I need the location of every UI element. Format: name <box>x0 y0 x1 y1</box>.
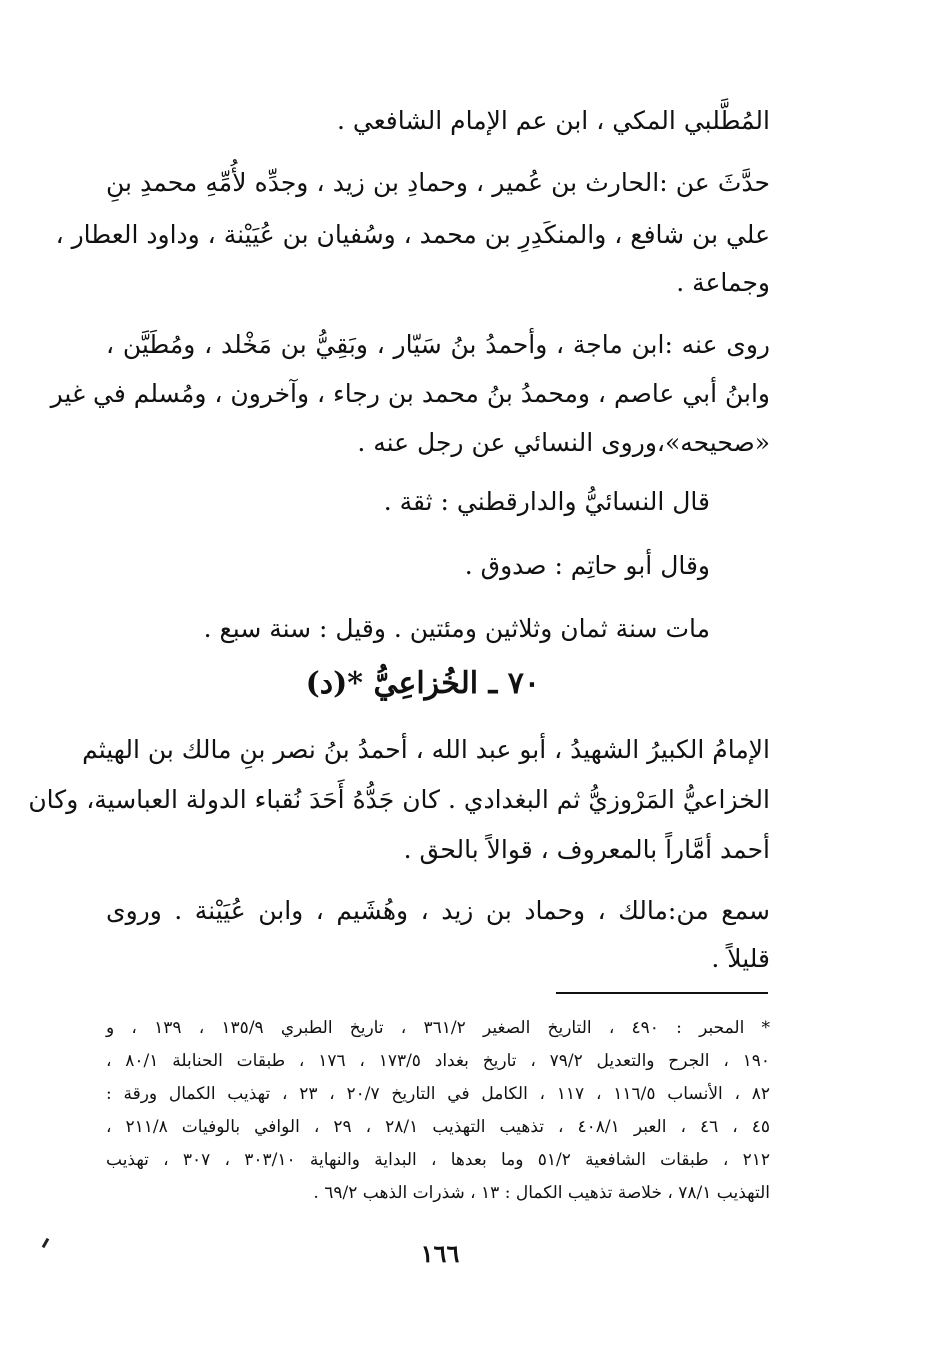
entry-line: المُطَّلبي المكي ، ابن عم الإمام الشافعي . <box>337 106 770 135</box>
entry-line: حدَّثَ عن :الحارث بن عُمير ، وحمادِ بن زيد ، وجدِّه لأُمِّهِ محمدِ بنِ <box>106 168 770 197</box>
entry-line: قليلاً . <box>711 944 770 973</box>
entry-line: قال النسائيُّ والدارقطني : ثقة . <box>383 487 710 516</box>
footnote-line: * المحبر : ٤٩٠ ، التاريخ الصغير ٣٦١/٢ ، تاريخ الطبري ١٣٥/٩ ، ١٣٩ ، و <box>106 1018 771 1038</box>
entry-line: روى عنه :ابن ماجة ، وأحمدُ بنُ سَيّار ، وبَقِيُّ بن مَخْلد ، ومُطَيَّن ، <box>106 330 770 359</box>
entry-line: وقال أبو حاتِم : صدوق . <box>464 551 710 580</box>
entry-line: الإمامُ الكبيرُ الشهيدُ ، أبو عبد الله ، أحمدُ بنُ نصر بنِ مالك بن الهيثم <box>82 735 770 764</box>
entry-line: «صحيحه»،وروى النسائي عن رجل عنه . <box>357 428 770 457</box>
entry-line: مات سنة ثمان وثلاثين ومئتين . وقيل : سنة سبع . <box>203 614 710 643</box>
entry-line: سمع من:مالك ، وحماد بن زيد ، وهُشَيم ، وابن عُيَيْنة . وروى <box>106 896 770 925</box>
footnote-line: ٢١٢ ، طبقات الشافعية ٥١/٢ وما بعدها ، البداية والنهاية ٣٠٣/١٠ ، ٣٠٧ ، تهذيب <box>106 1150 770 1170</box>
footnote-separator <box>556 992 768 994</box>
entry-line: وجماعة . <box>676 268 770 297</box>
entry-line: وابنُ أبي عاصم ، ومحمدُ بنُ محمد بن رجاء ، وآخرون ، ومُسلم في غير <box>50 379 770 408</box>
footnote-line: ٨٢ ، الأنساب ١١٦/٥ ، ١١٧ ، الكامل في التاريخ ٢٠/٧ ، ٢٣ ، تهذيب الكمال ورقة : <box>106 1084 771 1104</box>
entry-heading: ٧٠ ـ الخُزاعِيُّ *(د) <box>305 666 540 701</box>
footnote-line: ٤٥ ، ٤٦ ، العبر ٤٠٨/١ ، تذهيب التهذيب ٢٨/١ ، ٢٩ ، الوافي بالوفيات ٢١١/٨ ، <box>106 1117 771 1137</box>
footnote-line: التهذيب ٧٨/١ ، خلاصة تذهيب الكمال : ١٣ ، شذرات الذهب ٦٩/٢ . <box>313 1183 770 1203</box>
entry-line: علي بن شافع ، والمنكَدِرِ بن محمد ، وسُفيان بن عُيَيْنة ، وداود العطار ، <box>55 220 770 249</box>
entry-line: أحمد أمَّاراً بالمعروف ، قوالاً بالحق . <box>403 835 770 864</box>
footnote-line: ١٩٠ ، الجرح والتعديل ٧٩/٢ ، تاريخ بغداد ١٧٣/٥ ، ١٧٦ ، طبقات الحنابلة ٨٠/١ ، <box>106 1051 771 1071</box>
entry-line: الخزاعيُّ المَرْوزيُّ ثم البغدادي . كان جَدُّهُ أَحَدَ نُقباء الدولة العباسية، وكان <box>28 785 770 814</box>
page-number: ١٦٦ <box>420 1239 460 1268</box>
